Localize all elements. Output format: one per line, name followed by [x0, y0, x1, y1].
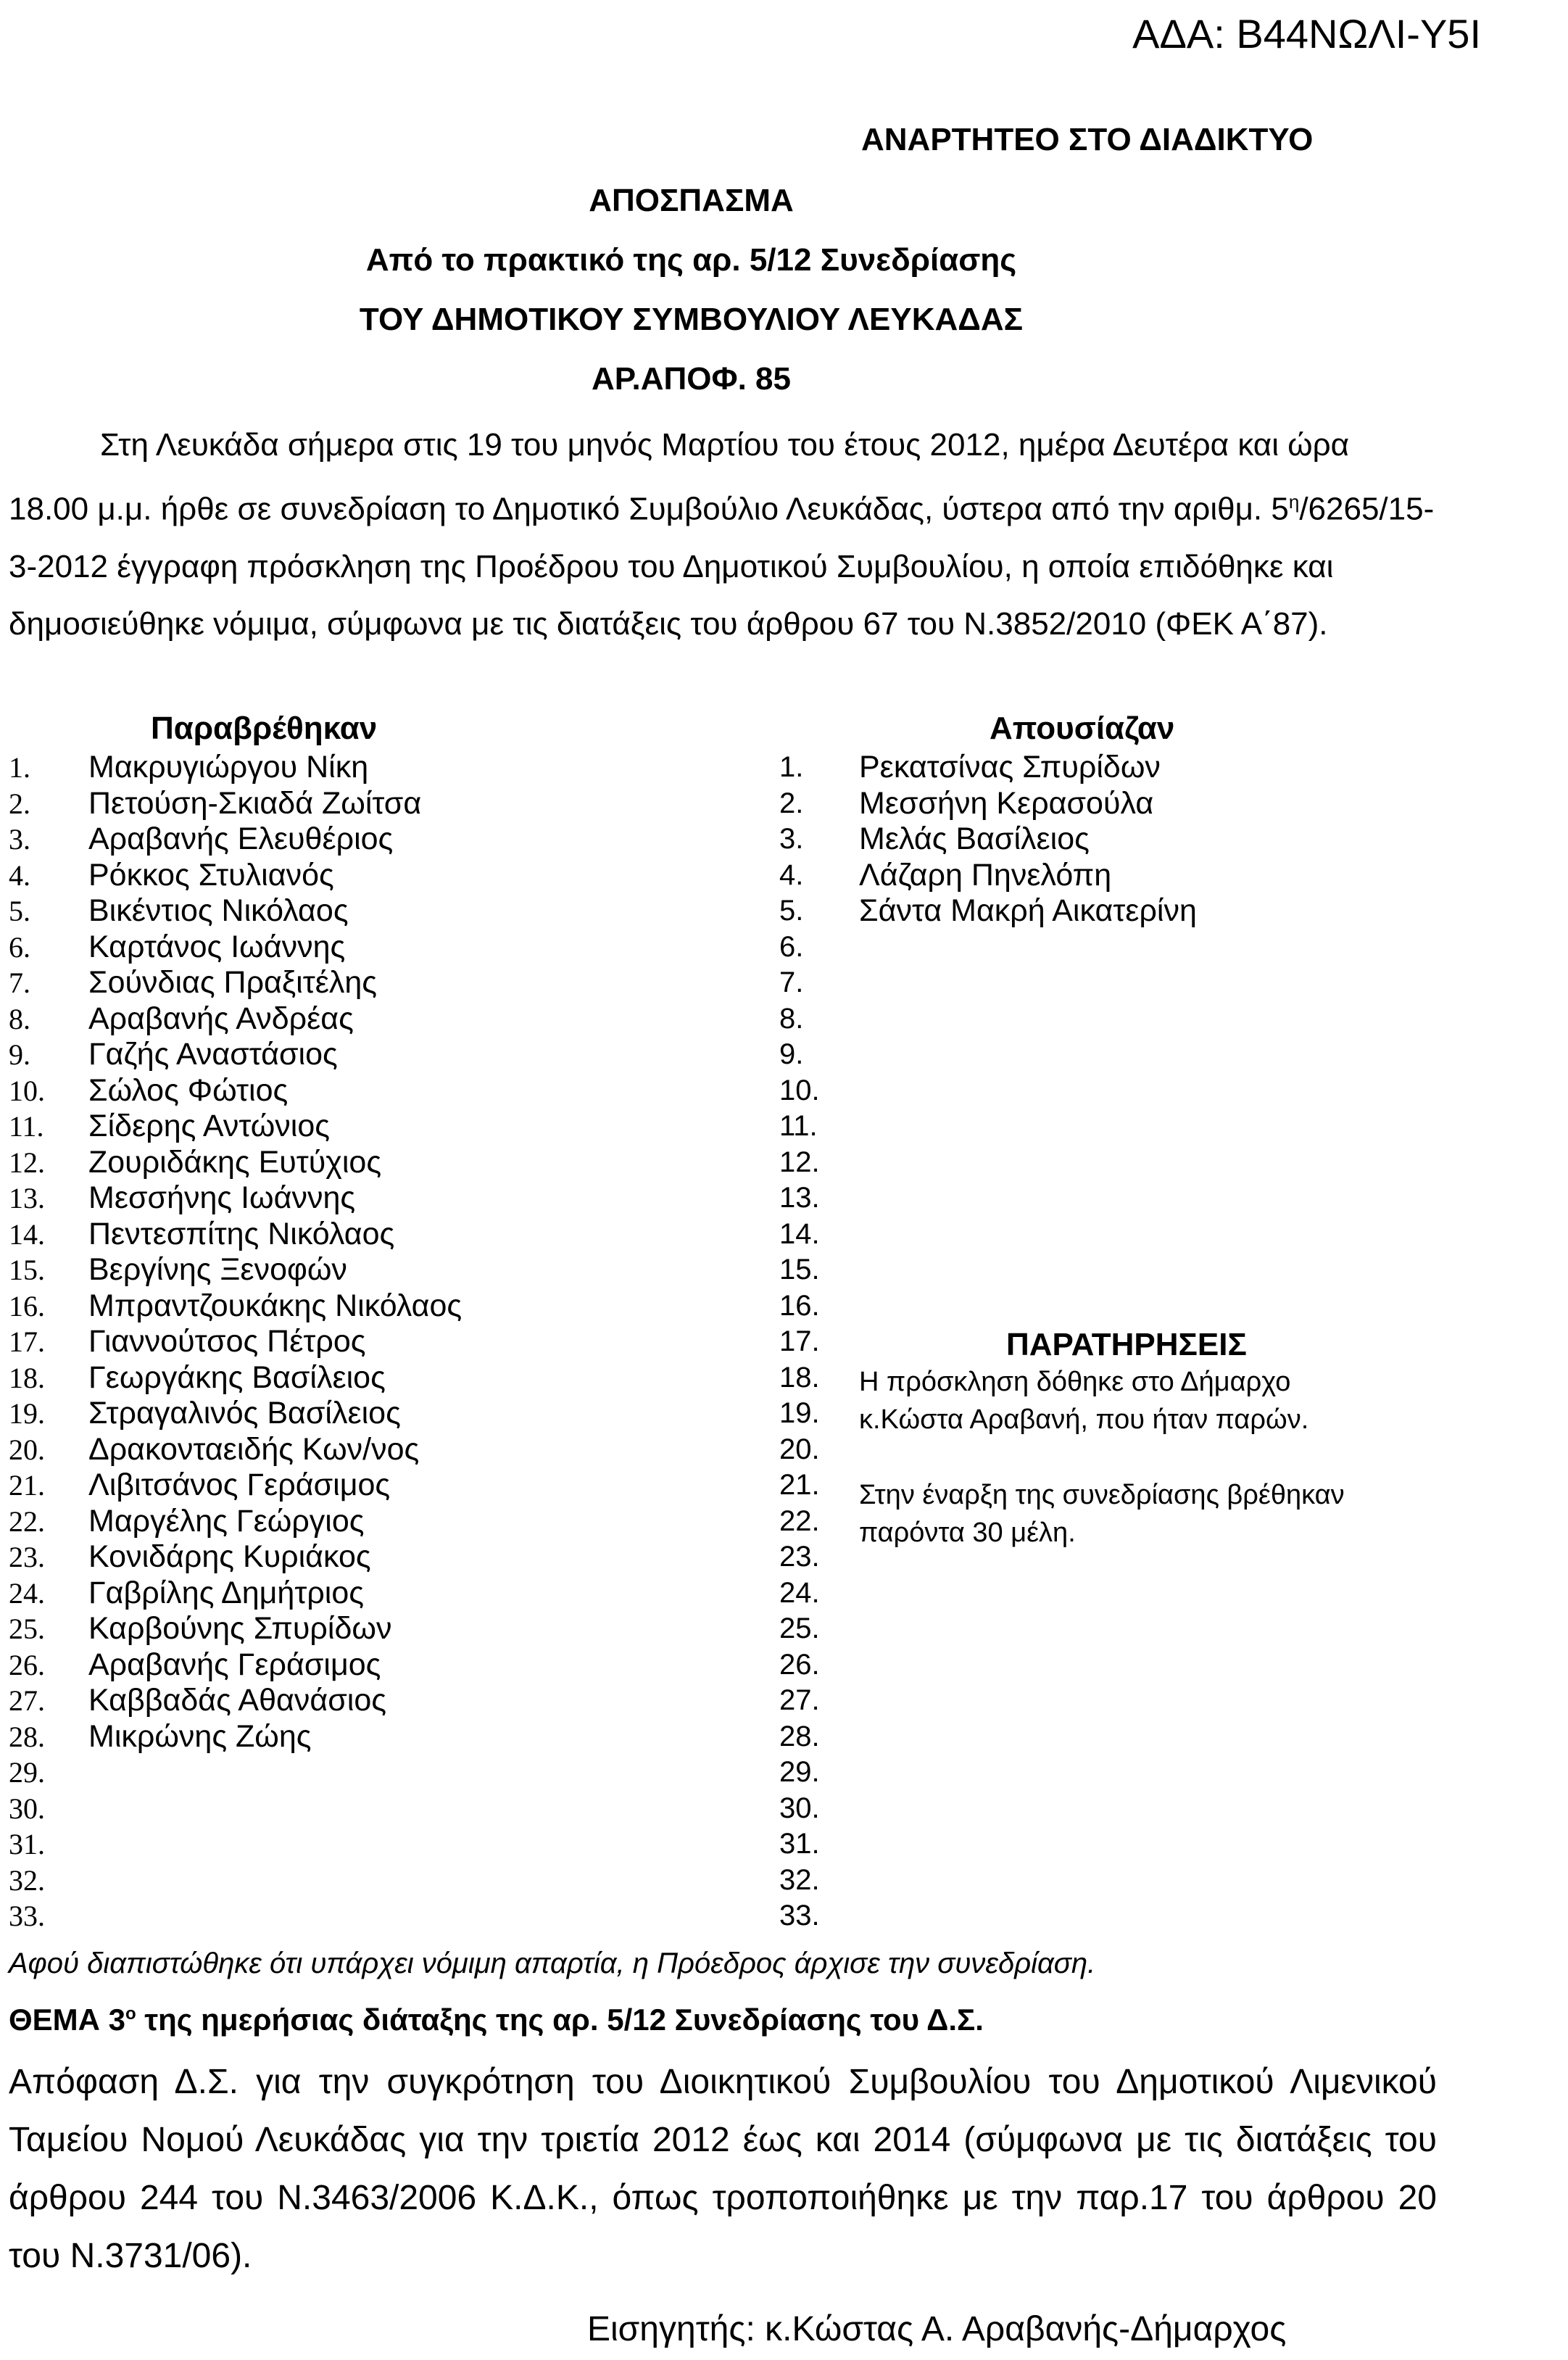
present-member-name: Αραβανής Γεράσιμος [88, 1647, 381, 1682]
absent-member-name: Σάντα Μακρή Αικατερίνη [859, 893, 1197, 929]
present-member [9, 1432, 462, 1468]
present-member-number: 19. [9, 1397, 45, 1431]
topic-suffix: της ημερήσιας διάταξης της αρ. 5/12 Συνεδρίασης του Δ.Σ. [136, 2003, 984, 2037]
present-member [9, 858, 462, 894]
absent-member-number: 22. [779, 1504, 820, 1537]
absent-member-number: 31. [779, 1828, 820, 1860]
present-member-number: 18. [9, 1361, 45, 1394]
present-member-name: Σώλος Φώτιος [88, 1072, 289, 1108]
council-line: ΤΟΥ ΔΗΜΟΤΙΚΟΥ ΣΥΜΒΟΥΛΙΟΥ ΛΕΥΚΑΔΑΣ [359, 302, 1024, 337]
present-member-name: Γεωργάκης Βασίλειος [88, 1359, 386, 1395]
absent-member-number: 3. [779, 823, 804, 856]
absent-member [779, 1719, 1197, 1755]
present-member-name: Καρβούνης Σπυρίδων [88, 1611, 392, 1647]
absent-member-number: 29. [779, 1756, 820, 1789]
present-member-number: 26. [9, 1648, 45, 1681]
remark-invitation-line2: κ.Κώστα Αραβανή, που ήταν παρών. [859, 1404, 1309, 1435]
absent-member [779, 1611, 1197, 1647]
remark-invitation-line1: Η πρόσκληση δόθηκε στο Δήμαρχο [859, 1367, 1291, 1397]
absent-member-number: 5. [779, 895, 804, 927]
intro-paragraph [9, 416, 1437, 653]
absent-member-number: 12. [779, 1146, 820, 1178]
present-title: Παραβρέθηκαν [151, 711, 378, 746]
absent-member-name: Λάζαρη Πηνελόπη [859, 857, 1112, 893]
reporter: Εισηγητής: κ.Κώστας Α. Αραβανής-Δήμαρχος [587, 2310, 1287, 2348]
topic-prefix: ΘΕΜΑ 3 [9, 2003, 126, 2037]
absent-member-number: 25. [779, 1612, 820, 1645]
absent-member-number: 28. [779, 1720, 820, 1752]
intro-sup: η [1288, 491, 1300, 513]
present-member-name: Μπραντζουκάκης Νικόλαος [88, 1288, 462, 1323]
present-member [9, 1396, 462, 1432]
absent-member-number: 18. [779, 1361, 820, 1394]
present-member-number: 28. [9, 1720, 45, 1753]
absent-member [779, 1576, 1197, 1612]
absent-member [779, 1145, 1197, 1181]
absent-member-number: 14. [779, 1217, 820, 1250]
remark-attendance-line1: Στην έναρξη της συνεδρίασης βρέθηκαν [859, 1480, 1345, 1510]
present-member-number: 23. [9, 1541, 45, 1574]
present-member-number: 2. [9, 787, 30, 820]
remark-invitation [859, 1363, 1308, 1438]
present-member-number: 14. [9, 1217, 45, 1251]
present-member [9, 1360, 462, 1396]
remarks-title: ΠΑΡΑΤΗΡΗΣΕΙΣ [1006, 1327, 1247, 1362]
present-member [9, 1467, 462, 1504]
present-member [9, 1755, 462, 1791]
absent-member [779, 893, 1197, 929]
present-member-name: Μεσσήνης Ιωάννης [88, 1180, 356, 1216]
present-member-number: 17. [9, 1325, 45, 1359]
present-member-number: 8. [9, 1002, 30, 1035]
present-member-number: 21. [9, 1469, 45, 1502]
present-member-number: 5. [9, 895, 30, 928]
absent-member [779, 1647, 1197, 1684]
absent-member [779, 1001, 1197, 1038]
absent-member [779, 1252, 1197, 1288]
decision-text: Απόφαση Δ.Σ. για την συγκρότηση του Διοικητικού Συμβουλίου του Δημοτικού Λιμενικού Ταμείου Νομού Λευκάδας για την τριετία 2012 έως και 2014 (σύμφωνα με τις διατάξεις του άρθρου 244 του Ν.3463/2006 Κ.Δ.Κ., όπως τροποποιήθηκε με την παρ.17 του άρθρου 20 του Ν.3731/06). [9, 2063, 1437, 2275]
absent-member-number: 30. [779, 1792, 820, 1824]
absent-member-number: 7. [779, 966, 804, 999]
present-member [9, 1539, 462, 1576]
present-member-name: Γιαννούτσος Πέτρος [88, 1324, 366, 1359]
present-member [9, 1863, 462, 1899]
present-member-name: Μακρυγιώργου Νίκη [88, 750, 369, 785]
absent-member [779, 821, 1197, 858]
present-member [9, 929, 462, 966]
absent-member-number: 19. [779, 1397, 820, 1430]
present-member [9, 1145, 462, 1181]
absent-member [779, 1826, 1197, 1863]
present-member-number: 4. [9, 858, 30, 892]
present-member-number: 1. [9, 751, 30, 784]
present-member [9, 1898, 462, 1934]
absent-member-number: 15. [779, 1254, 820, 1286]
absent-member-number: 1. [779, 751, 804, 784]
present-member-number: 11. [9, 1110, 44, 1143]
present-member-name: Σίδερης Αντώνιος [88, 1109, 330, 1144]
absent-member-number: 4. [779, 858, 804, 891]
present-member-number: 7. [9, 966, 30, 1000]
absent-member [779, 929, 1197, 966]
present-member-number: 22. [9, 1504, 45, 1538]
present-member-name: Αραβανής Ελευθέριος [88, 821, 394, 857]
quorum-statement: Αφού διαπιστώθηκε ότι υπάρχει νόμιμη απαρτία, η Πρόεδρος άρχισε την συνεδρίαση. [9, 1947, 1096, 1979]
present-member-name: Λιβιτσάνος Γεράσιμος [88, 1467, 391, 1503]
absent-member-name: Μελάς Βασίλειος [859, 821, 1090, 857]
present-member-name: Κονιδάρης Κυριάκος [88, 1539, 371, 1575]
ada-code: ΑΔΑ: Β44ΝΩΛΙ-Υ5Ι [1132, 11, 1481, 57]
present-member [9, 965, 462, 1001]
present-member [9, 1073, 462, 1109]
absent-member-number: 26. [779, 1648, 820, 1681]
remark-attendance-line2: παρόντα 30 μέλη. [859, 1518, 1076, 1548]
present-member [9, 821, 462, 858]
present-member [9, 893, 462, 929]
present-member [9, 1719, 462, 1755]
present-member-number: 12. [9, 1146, 45, 1179]
present-member-name: Πεντεσπίτης Νικόλαος [88, 1216, 395, 1251]
present-member [9, 750, 462, 786]
present-member-name: Γαβρίλης Δημήτριος [88, 1575, 364, 1610]
absent-member [779, 1755, 1197, 1791]
absent-member [779, 1109, 1197, 1145]
present-member-number: 25. [9, 1612, 45, 1646]
present-member-name: Καρτάνος Ιωάννης [88, 929, 346, 964]
present-member-name: Πετούση-Σκιαδά Ζωίτσα [88, 785, 422, 821]
present-member-number: 9. [9, 1038, 30, 1072]
absent-member [779, 965, 1197, 1001]
absent-member-number: 33. [779, 1900, 820, 1932]
absent-member-number: 9. [779, 1038, 804, 1071]
present-member-number: 16. [9, 1289, 45, 1322]
present-member-name: Δρακονταειδής Κων/νος [88, 1431, 420, 1467]
absent-member [779, 786, 1197, 822]
absent-member [779, 1037, 1197, 1073]
present-member-name: Μαργέλης Γεώργιος [88, 1503, 365, 1539]
absent-member-name: Μεσσήνη Κερασούλα [859, 785, 1154, 821]
present-member-number: 27. [9, 1684, 45, 1718]
absent-member [779, 1683, 1197, 1719]
absent-member-number: 11. [779, 1110, 818, 1143]
present-member-number: 29. [9, 1756, 45, 1789]
present-member [9, 1109, 462, 1145]
present-member-number: 3. [9, 823, 30, 856]
absent-member-name: Ρεκατσίνας Σπυρίδων [859, 750, 1161, 785]
excerpt-title: ΑΠΟΣΠΑΣΜΑ [589, 183, 794, 218]
present-member [9, 1217, 462, 1253]
present-member-number: 33. [9, 1900, 45, 1933]
present-member-number: 20. [9, 1433, 45, 1466]
present-member-number: 32. [9, 1863, 45, 1897]
intro-part1: Στη Λευκάδα σήμερα στις 19 του μηνός Μαρτίου του έτους 2012, ημέρα Δευτέρα και ώρα 18.00 μ.μ. ήρθε σε συνεδρίαση το Δημοτικό Συμβούλιο Λευκάδας, ύστερα από την αριθμ. 5 [9, 427, 1350, 527]
absent-member-number: 16. [779, 1289, 820, 1322]
absent-member-number: 17. [779, 1325, 820, 1358]
agenda-topic [9, 2003, 984, 2037]
present-member [9, 1324, 462, 1360]
remark-attendance [859, 1476, 1345, 1552]
absent-member-number: 23. [779, 1541, 820, 1573]
present-member [9, 1180, 462, 1217]
present-member [9, 1037, 462, 1073]
absent-member-number: 20. [779, 1433, 820, 1465]
absent-member-number: 32. [779, 1863, 820, 1896]
intro-part2: /6265/15-3-2012 έγγραφη πρόσκληση της Προέδρου του Δημοτικού Συμβουλίου, η οποία επιδόθηκε και δημοσιεύθηκε νόμιμα, σύμφωνα με τις διατάξεις του άρθρου 67 του Ν.3852/2010 (ΦΕΚ Α΄87). [9, 491, 1435, 642]
present-member-number: 13. [9, 1182, 45, 1215]
present-member-number: 30. [9, 1792, 45, 1825]
absent-member [779, 858, 1197, 894]
present-member [9, 1683, 462, 1719]
present-member-number: 6. [9, 930, 30, 964]
absent-member [779, 1217, 1197, 1253]
present-member [9, 1611, 462, 1647]
absent-member-number: 10. [779, 1074, 820, 1106]
absent-member [779, 750, 1197, 786]
present-member-number: 15. [9, 1254, 45, 1287]
absent-title: Απουσίαζαν [990, 711, 1175, 746]
present-member-name: Μικρώνης Ζώης [88, 1718, 312, 1754]
present-member-name: Αραβανής Ανδρέας [88, 1001, 354, 1036]
absent-member [779, 1791, 1197, 1827]
present-member-name: Ζουριδάκης Ευτύχιος [88, 1144, 382, 1180]
minutes-line: Από το πρακτικό της αρ. 5/12 Συνεδρίασης [365, 242, 1017, 278]
present-member-number: 10. [9, 1074, 45, 1107]
present-list [9, 750, 462, 1934]
absent-member-number: 27. [779, 1684, 820, 1717]
present-member-name: Γαζής Αναστάσιος [88, 1037, 338, 1072]
present-member-name: Βικέντιος Νικόλαος [88, 893, 349, 929]
absent-member-number: 2. [779, 787, 804, 819]
absent-member [779, 1898, 1197, 1934]
present-member-number: 31. [9, 1828, 45, 1861]
present-member [9, 786, 462, 822]
absent-member-number: 13. [779, 1182, 820, 1214]
present-member-number: 24. [9, 1576, 45, 1610]
topic-sup: ο [125, 2004, 136, 2024]
present-member-name: Ρόκκος Στυλιανός [88, 857, 334, 893]
absent-member [779, 1863, 1197, 1899]
present-member [9, 1791, 462, 1827]
absent-member [779, 1180, 1197, 1217]
present-member [9, 1504, 462, 1540]
absent-member-number: 21. [779, 1469, 820, 1502]
absent-member-number: 8. [779, 1002, 804, 1035]
present-member [9, 1288, 462, 1325]
absent-member-number: 24. [779, 1576, 820, 1609]
publish-note: ΑΝΑΡΤΗΤΕΟ ΣΤΟ ΔΙΑΔΙΚΤΥΟ [861, 122, 1314, 157]
present-member [9, 1252, 462, 1288]
absent-member [779, 1073, 1197, 1109]
present-member-name: Βεργίνης Ξενοφών [88, 1252, 347, 1288]
present-member [9, 1576, 462, 1612]
present-member-name: Στραγαλινός Βασίλειος [88, 1396, 401, 1431]
decision-number: ΑΡ.ΑΠΟΦ. 85 [592, 361, 791, 397]
present-member [9, 1647, 462, 1684]
present-member-name: Καββαδάς Αθανάσιος [88, 1683, 386, 1718]
present-member-name: Σούνδιας Πραξιτέλης [88, 965, 378, 1001]
absent-member-number: 6. [779, 930, 804, 963]
present-member [9, 1826, 462, 1863]
present-member [9, 1001, 462, 1038]
absent-member [779, 1288, 1197, 1325]
